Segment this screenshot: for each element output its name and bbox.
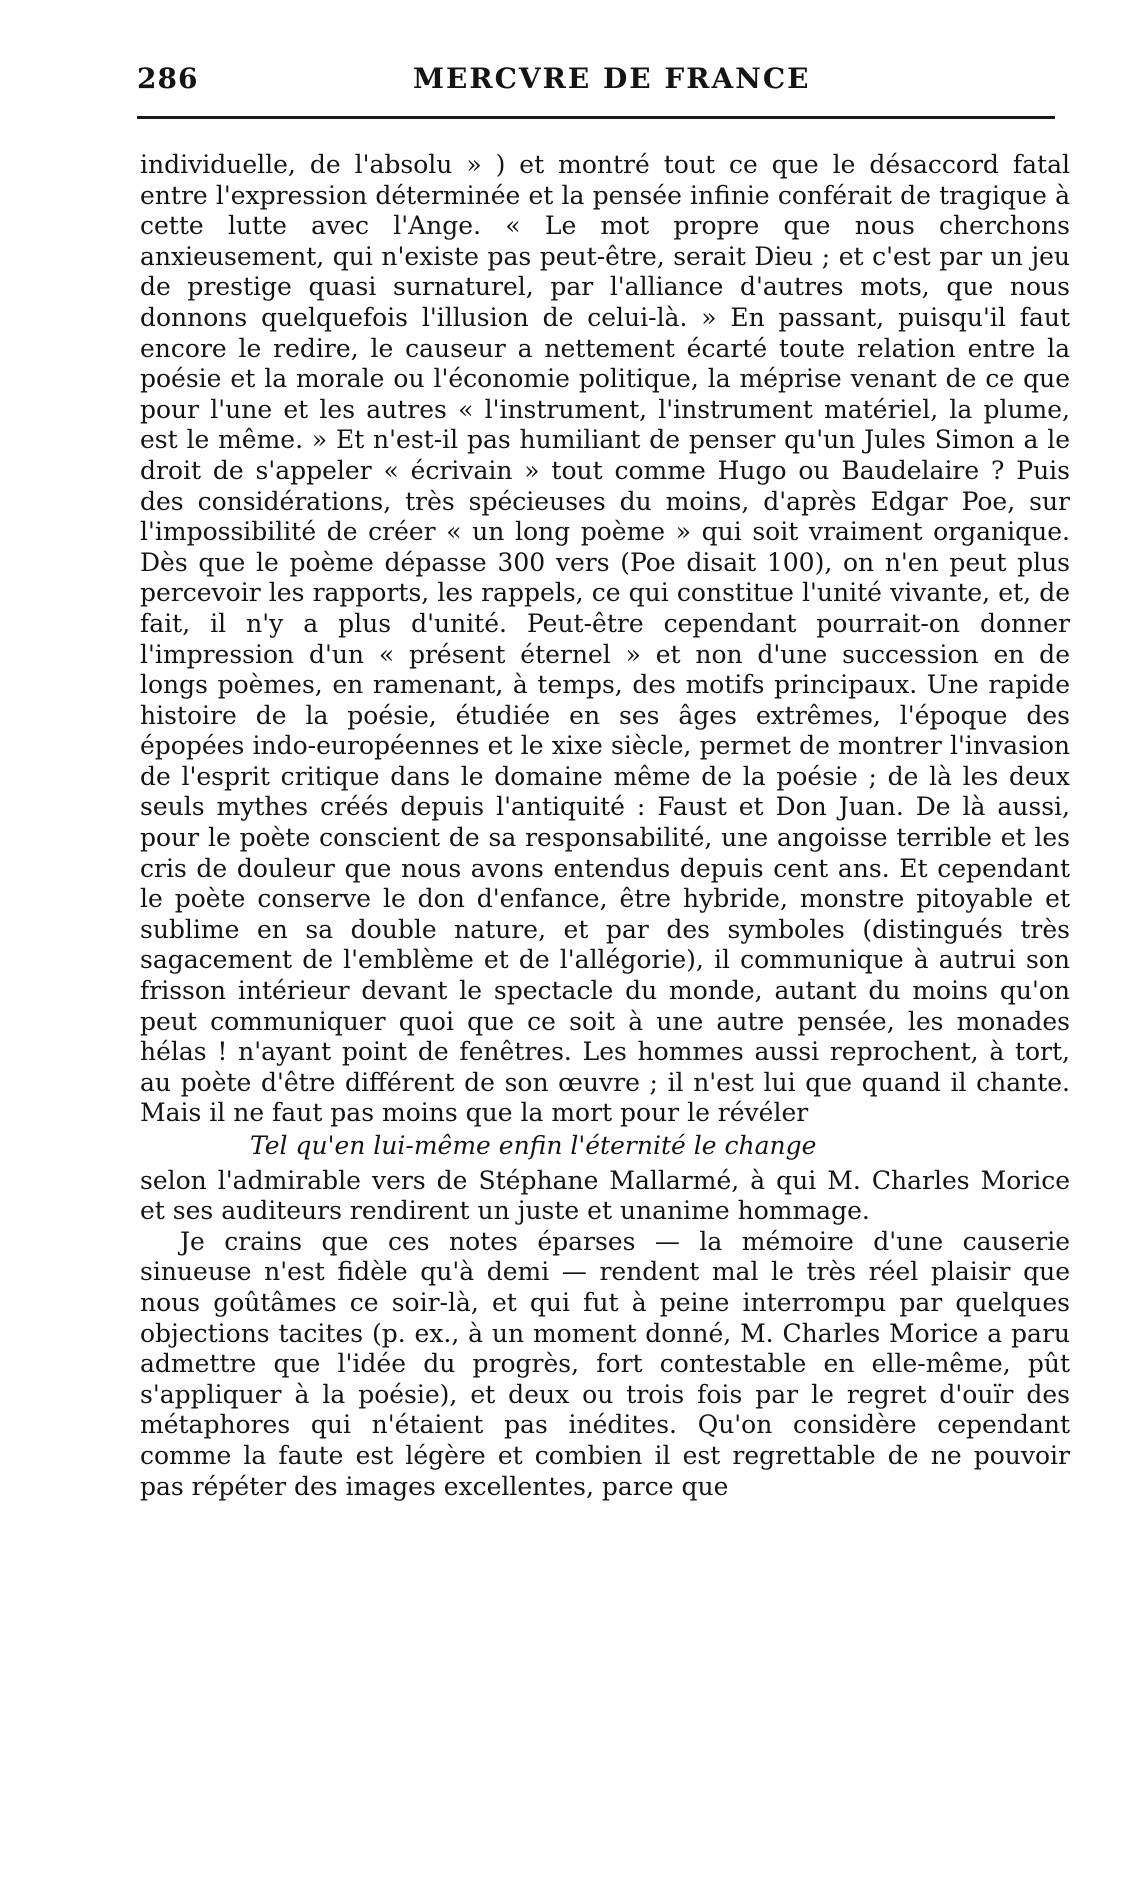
page-body	[140, 150, 1070, 1502]
paragraph-1: individuelle, de l'absolu » ) et montré tout ce que le désaccord fatal entre l'expression déterminée et la pensée infinie conférait de tragique à cette lutte avec l'Ange. « Le mot propre que nous cherchons anxieusement, qui n'existe pas peut-être, serait Dieu ; et c'est par un jeu de prestige quasi surnaturel, par l'alliance d'autres mots, que nous donnons quelquefois l'illusion de celui-là. » En passant, puisqu'il faut encore le redire, le causeur a nettement écarté toute relation entre la poésie et la morale ou l'économie politique, la méprise venant de ce que pour l'une et les autres « l'instrument, l'instrument matériel, la plume, est le même. » Et n'est-il pas humiliant de penser qu'un Jules Simon a le droit de s'appeler « écrivain » tout comme Hugo ou Baudelaire ? Puis des considérations, très spécieuses du moins, d'après Edgar Poe, sur l'impossibilité de créer « un long poème » qui soit vraiment organique. Dès que le poème dépasse 300 vers (Poe disait 100), on n'en peut plus percevoir les rapports, les rappels, ce qui constitue l'unité vivante, et, de fait, il n'y a plus d'unité. Peut-être cependant pourrait-on donner l'impression d'un « présent éternel » et non d'une succession en de longs poèmes, en ramenant, à temps, des motifs principaux. Une rapide histoire de la poésie, étudiée en ses âges extrêmes, l'époque des épopées indo-européennes et le xixe siècle, permet de montrer l'invasion de l'esprit critique dans le domaine même de la poésie ; de là les deux seuls mythes créés depuis l'antiquité : Faust et Don Juan. De là aussi, pour le poète conscient de sa responsabilité, une angoisse terrible et les cris de douleur que nous avons entendus depuis cent ans. Et cependant le poète conserve le don d'enfance, être hybride, monstre pitoyable et sublime en sa double nature, et par des symboles (distingués très sagacement de l'emblème et de l'allégorie), il communique à autrui son frisson intérieur devant le spectacle du monde, autant du moins qu'on peut communiquer quoi que ce soit à une autre pensée, les monades hélas ! n'ayant point de fenêtres. Les hommes aussi reprochent, à tort, au poète d'être différent de son œuvre ; il n'est lui que quand il chante. Mais il ne faut pas moins que la mort pour le révéler	[140, 150, 1070, 1128]
page-header	[137, 62, 1055, 112]
header-rule	[137, 116, 1055, 119]
paragraph-2: selon l'admirable vers de Stéphane Mallarmé, à qui M. Charles Morice et ses auditeurs rendirent un juste et unanime hommage.	[140, 1165, 1070, 1226]
verse-quotation: Tel qu'en lui-même enfin l'éternité le change	[250, 1131, 817, 1160]
running-title: MERCVRE DE FRANCE	[413, 62, 811, 95]
page-number: 286	[137, 62, 199, 95]
paragraph-3: Je crains que ces notes éparses — la mémoire d'une causerie sinueuse n'est fidèle qu'à demi — rendent mal le très réel plaisir que nous goûtâmes ce soir-là, et qui fut à peine interrompu par quelques objections tacites (p. ex., à un moment donné, M. Charles Morice a paru admettre que l'idée du progrès, fort contestable en elle-même, pût s'appliquer à la poésie), et deux ou trois fois par le regret d'ouïr des métaphores qui n'étaient pas inédites. Qu'on considère cependant comme la faute est légère et combien il est regrettable de ne pouvoir pas répéter des images excellentes, parce que	[140, 1226, 1070, 1501]
